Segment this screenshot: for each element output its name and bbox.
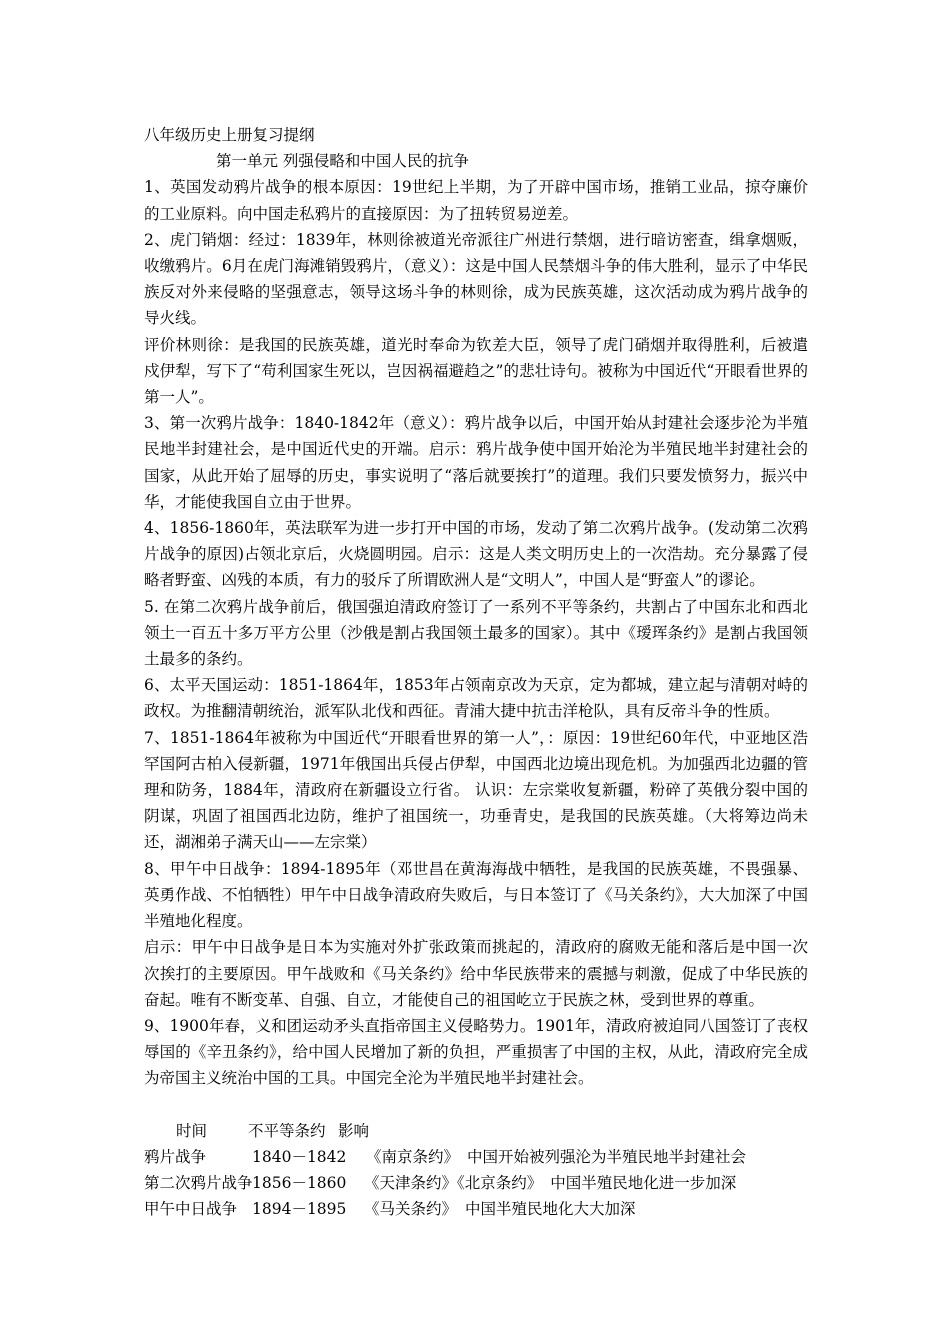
header-treaty: 不平等条约 xyxy=(248,1121,326,1140)
cell-war: 甲午中日战争 xyxy=(144,1200,238,1219)
cell-treaty: 《天津条约》《北京条约》 xyxy=(364,1173,543,1192)
blank-line xyxy=(144,1092,808,1118)
paragraph-7: 7、1851-1864年被称为中国近代“开眼看世界的第一人”，：原因：19世纪60年代，中亚地区浩罕国阿古柏入侵新疆，1971年俄国出兵侵占伊犁，中国西北边境出现危机。为加强西北边疆的管理和防务，1884年，清政府在新疆设立行省。 认识：左宗棠收复新疆，粉碎了英俄分裂中国的阴谋，巩固了祖国西北边防，维护了祖国统一，功垂青史，是我国的民族英雄。（大将筹边尚未还，湖湘弟子满天山——左宗棠） xyxy=(144,728,808,852)
paragraph-2: 2、虎门销烟：经过：1839年，林则徐被道光帝派往广州进行禁烟，进行暗访密查，缉拿烟贩，收缴鸦片。6月在虎门海滩销毁鸦片，（意义）：这是中国人民禁烟斗争的伟大胜利，显示了中华民族反对外来侵略的坚强意志，领导这场斗争的林则徐，成为民族英雄，这次活动成为鸦片战争的导火线。 xyxy=(144,230,808,328)
paragraph-5: 5. 在第二次鸦片战争前后，俄国强迫清政府签订了一系列不平等条约，共割占了中国东北和西北领土一百五十多万平方公里（沙俄是割占我国领土最多的国家）。其中《瑷珲条约》是割占我国领土最多的条约。 xyxy=(144,597,808,669)
cell-years: 1894－1895 xyxy=(252,1200,347,1219)
cell-impact: 中国半殖民地化大大加深 xyxy=(465,1200,636,1219)
header-impact: 影响 xyxy=(338,1121,370,1140)
document-title: 八年级历史上册复习提纲 xyxy=(144,126,315,144)
cell-impact: 中国开始被列强沦为半殖民地半封建社会 xyxy=(467,1147,747,1166)
table-row xyxy=(144,1196,808,1222)
cell-impact: 中国半殖民地化进一步加深 xyxy=(550,1173,737,1192)
paragraph-4: 4、1856-1860年，英法联军为进一步打开中国的市场，发动了第二次鸦片战争。(发动第二次鸦片战争的原因)占领北京后，火烧圆明园。启示：这是人类文明历史上的一次浩劫。充分暴露了侵略者野蛮、凶残的本质，有力的驳斥了所谓欧洲人是“文明人”，中国人是“野蛮人”的谬论。 xyxy=(144,519,808,590)
cell-treaty: 《马关条约》 xyxy=(364,1200,458,1219)
table-header-row xyxy=(144,1118,808,1144)
paragraph-6: 6、太平天国运动：1851-1864年，1853年占领南京改为天京，定为都城，建立起与清朝对峙的政权。为推翻清朝统治，派军队北伐和西征。青浦大捷中抗击洋枪队，具有反帝斗争的性质。 xyxy=(144,676,808,721)
cell-war: 第二次鸦片战争 xyxy=(144,1173,253,1192)
paragraph-9: 9、1900年春，义和团运动矛头直指帝国主义侵略势力。1901年，清政府被迫同八国签订了丧权辱国的《辛丑条约》，给中国人民增加了新的负担，严重损害了中国的主权，从此，清政府完全成为帝国主义统治中国的工具。中国完全沦为半殖民地半封建社会。 xyxy=(144,1016,808,1088)
paragraph-1: 1、英国发动鸦片战争的根本原因：19世纪上半期，为了开辟中国市场，推销工业品，掠夺廉价的工业原料。向中国走私鸦片的直接原因：为了扭转贸易逆差。 xyxy=(144,178,808,223)
treaty-summary-table xyxy=(144,1118,808,1223)
paragraph-8: 8、甲午中日战争：1894-1895年（邓世昌在黄海海战中牺牲，是我国的民族英雄，不畏强暴、英勇作战、不怕牺牲）甲午中日战争清政府失败后，与日本签订了《马关条约》，大大加深了中国半殖地化程度。 xyxy=(144,859,808,931)
cell-treaty: 《南京条约》 xyxy=(366,1147,460,1166)
cell-years: 1840－1842 xyxy=(252,1147,347,1166)
table-row xyxy=(144,1170,808,1196)
paragraph-enlightenment: 启示：甲午中日战争是日本为实施对外扩张政策而挑起的，清政府的腐败无能和落后是中国一次次挨打的主要原因。甲午战败和《马关条约》给中华民族带来的震撼与刺激，促成了中华民族的奋起。唯有不断变革、自强、自立，才能使自己的祖国屹立于民族之林，受到世界的尊重。 xyxy=(144,938,808,1009)
header-time: 时间 xyxy=(176,1121,208,1140)
cell-years: 1856－1860 xyxy=(252,1173,347,1192)
cell-war: 鸦片战争 xyxy=(144,1147,207,1166)
paragraph-3: 3、第一次鸦片战争：1840-1842年（意义）：鸦片战争以后，中国开始从封建社会逐步沦为半殖民地半封建社会，是中国近代史的开端。启示：鸦片战争使中国开始沦为半殖民地半封建社会的国家，从此开始了屈辱的历史，事实说明了“落后就要挨打”的道理。我们只要发愤努力，振兴中华，才能使我国自立由于世界。 xyxy=(144,414,808,511)
document-body xyxy=(144,122,808,1222)
unit-title: 第一单元 列强侵略和中国人民的抗争 xyxy=(216,152,469,171)
table-row xyxy=(144,1144,808,1170)
paragraph-lin-zexu: 评价林则徐：是我国的民族英雄，道光时奉命为钦差大臣，领导了虎门硝烟并取得胜利，后被遣戍伊犁，写下了“苟利国家生死以，岂因祸福避趋之”的悲壮诗句。被称为中国近代“开眼看世界的第一人”。 xyxy=(144,335,808,407)
